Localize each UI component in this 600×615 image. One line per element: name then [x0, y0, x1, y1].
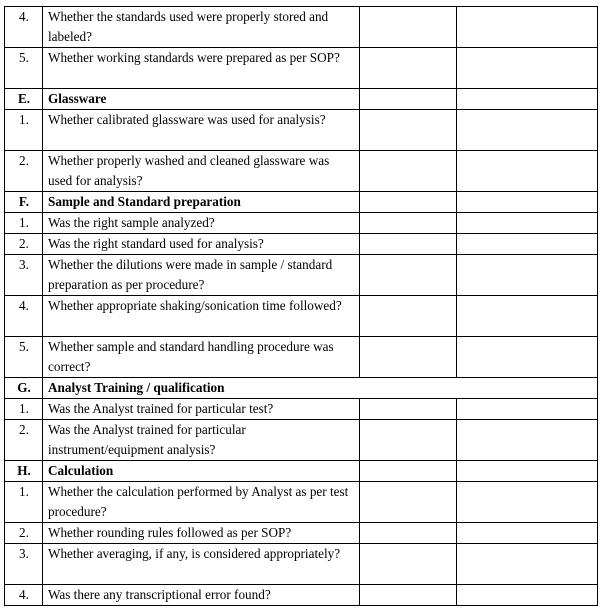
section-cell-b [457, 192, 598, 213]
remarks-cell[interactable] [457, 296, 598, 337]
section-header-row [5, 192, 598, 213]
item-number: 5. [5, 337, 43, 378]
section-letter: E. [5, 89, 43, 110]
item-number: 4. [5, 296, 43, 337]
remarks-cell[interactable] [457, 523, 598, 544]
section-cell-a [360, 192, 457, 213]
remarks-cell[interactable] [457, 213, 598, 234]
item-question: Was the Analyst trained for particular instrument/equipment analysis? [43, 420, 360, 461]
checklist-rows [5, 7, 598, 606]
table-row [5, 544, 598, 585]
section-title: Glassware [43, 89, 360, 110]
section-cell-b [457, 89, 598, 110]
item-number: 2. [5, 151, 43, 192]
item-number: 4. [5, 585, 43, 606]
item-question: Whether appropriate shaking/sonication time followed? [43, 296, 360, 337]
table-row [5, 234, 598, 255]
response-cell[interactable] [360, 523, 457, 544]
item-question: Whether working standards were prepared as per SOP? [43, 48, 360, 89]
table-row [5, 110, 598, 151]
table-row [5, 399, 598, 420]
item-question: Was the right standard used for analysis? [43, 234, 360, 255]
remarks-cell[interactable] [457, 420, 598, 461]
table-row [5, 482, 598, 523]
section-title: Analyst Training / qualification [43, 378, 598, 399]
table-row [5, 585, 598, 606]
item-number: 1. [5, 213, 43, 234]
item-number: 2. [5, 523, 43, 544]
item-question: Whether the calculation performed by Analyst as per test procedure? [43, 482, 360, 523]
remarks-cell[interactable] [457, 48, 598, 89]
table-row [5, 48, 598, 89]
table-row [5, 296, 598, 337]
item-number: 2. [5, 234, 43, 255]
remarks-cell[interactable] [457, 7, 598, 48]
item-number: 1. [5, 110, 43, 151]
item-question: Whether sample and standard handling procedure was correct? [43, 337, 360, 378]
item-number: 4. [5, 7, 43, 48]
table-row [5, 337, 598, 378]
table-row [5, 420, 598, 461]
item-number: 2. [5, 420, 43, 461]
response-cell[interactable] [360, 213, 457, 234]
item-number: 1. [5, 399, 43, 420]
remarks-cell[interactable] [457, 585, 598, 606]
section-title: Calculation [43, 461, 360, 482]
section-cell-b [457, 461, 598, 482]
remarks-cell[interactable] [457, 255, 598, 296]
section-header-row [5, 89, 598, 110]
item-question: Was the Analyst trained for particular test? [43, 399, 360, 420]
checklist-table [4, 6, 598, 606]
item-number: 3. [5, 255, 43, 296]
response-cell[interactable] [360, 399, 457, 420]
table-row [5, 213, 598, 234]
response-cell[interactable] [360, 337, 457, 378]
response-cell[interactable] [360, 296, 457, 337]
section-header-row [5, 461, 598, 482]
table-row [5, 523, 598, 544]
item-number: 5. [5, 48, 43, 89]
remarks-cell[interactable] [457, 151, 598, 192]
table-row [5, 7, 598, 48]
item-question: Was there any transcriptional error found? [43, 585, 360, 606]
item-question: Whether rounding rules followed as per SOP? [43, 523, 360, 544]
item-number: 1. [5, 482, 43, 523]
section-header-row [5, 378, 598, 399]
item-number: 3. [5, 544, 43, 585]
item-question: Was the right sample analyzed? [43, 213, 360, 234]
section-letter: F. [5, 192, 43, 213]
remarks-cell[interactable] [457, 399, 598, 420]
response-cell[interactable] [360, 255, 457, 296]
section-cell-a [360, 461, 457, 482]
remarks-cell[interactable] [457, 482, 598, 523]
response-cell[interactable] [360, 110, 457, 151]
response-cell[interactable] [360, 420, 457, 461]
response-cell[interactable] [360, 482, 457, 523]
remarks-cell[interactable] [457, 110, 598, 151]
response-cell[interactable] [360, 48, 457, 89]
section-letter: H. [5, 461, 43, 482]
item-question: Whether calibrated glassware was used for analysis? [43, 110, 360, 151]
remarks-cell[interactable] [457, 337, 598, 378]
section-letter: G. [5, 378, 43, 399]
item-question: Whether properly washed and cleaned glassware was used for analysis? [43, 151, 360, 192]
remarks-cell[interactable] [457, 234, 598, 255]
response-cell[interactable] [360, 585, 457, 606]
response-cell[interactable] [360, 544, 457, 585]
response-cell[interactable] [360, 151, 457, 192]
section-title: Sample and Standard preparation [43, 192, 360, 213]
item-question: Whether averaging, if any, is considered appropriately? [43, 544, 360, 585]
item-question: Whether the standards used were properly stored and labeled? [43, 7, 360, 48]
remarks-cell[interactable] [457, 544, 598, 585]
item-question: Whether the dilutions were made in sample / standard preparation as per procedure? [43, 255, 360, 296]
response-cell[interactable] [360, 234, 457, 255]
response-cell[interactable] [360, 7, 457, 48]
section-cell-a [360, 89, 457, 110]
table-row [5, 255, 598, 296]
table-row [5, 151, 598, 192]
